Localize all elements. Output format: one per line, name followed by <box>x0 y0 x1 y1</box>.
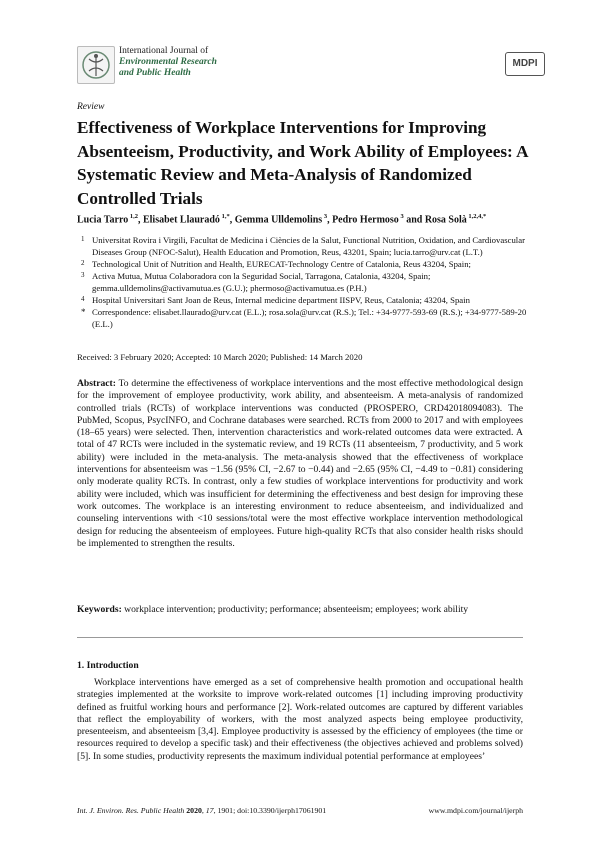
abstract-label: Abstract: <box>77 378 116 389</box>
abstract-text: To determine the effectiveness of workplace interventions and the most effective methodological design for the improvement of employee productivity, work ability, and absenteeism. A meta-analysis of randomized controlled trials (RCTs) of workplace interventions was conducted (PROSPERO, CRD42018094083). The PubMed, Scopus, PsycINFO, and Cochrane databases were searched. RCTs from 2000 to 2017 and with employees (18–65 years) were selected. Then, intervention characteristics and work-related outcomes data were extracted. A total of 47 RCTs were included in the systematic review, and 19 RCTs (11 absenteeism, 7 productivity, and 5 work ability) were included in the meta-analysis. The meta-analysis showed that the effectiveness of workplace interventions for absenteeism was −1.56 (95% CI, −2.67 to −0.44) and −2.65 (95% CI, −4.49 to −0.81) considering only moderate quality RCTs. In contrast, only a few studies of workplace interventions for productivity and work ability were included, which was insufficient for determining the effectiveness and best design for improving these work outcomes. The workplace is an interesting environment to reduce absenteeism, and individualized and counseling interventions with <10 sessions/total were the most effective workplace intervention methodological design for reducing the absenteeism of employees. Future high-quality RCTs that also consider health risks should be implemented to strengthen the results. <box>77 378 523 549</box>
affiliation-item <box>77 306 547 330</box>
author-list: Lucia Tarro $^{1,2}$, Elisabet Llauradó $^{1,*}$, Gemma Ulldemolins $^3$, Pedro Hermoso $^3$ and Rosa Solà $^{1,2,4,*}$ <box>77 213 487 226</box>
author-affiliation-marker: 1,* <box>219 213 230 220</box>
affiliation-list <box>77 234 547 330</box>
abstract <box>77 378 523 550</box>
section-heading: 1. Introduction <box>77 660 139 671</box>
author-affiliation-marker: 1,2 <box>128 213 138 220</box>
author-name[interactable]: Elisabet Llauradó <box>142 214 220 226</box>
footer-citation: Int. J. Environ. Res. Public Health 2020, 17, 1901; doi:10.3390/ijerph17061901 <box>77 806 327 815</box>
affiliation-item <box>77 258 547 270</box>
journal-header <box>77 44 547 88</box>
affiliation-number: 2 <box>81 259 85 267</box>
footer-journal-url[interactable]: www.mdpi.com/journal/ijerph <box>428 806 523 815</box>
journal-name[interactable]: International Journal of Environmental Research and Public Health <box>119 46 217 78</box>
introduction-paragraph: Workplace interventions have emerged as a set of comprehensive health promotion and occupational health strategies implemented at the worksite to improve work-related outcomes [1] including improving productivity defined as fruitful working hours and performance [2]. Work-related outcomes are captured by different variables that reflect the employability of workers, with the most analyzed aspects being employee productivity, presenteeism, and absenteeism [3,4]. Employee productivity is assessed by the efficiency of employees (the time or resources required to develop a specific task) and their effectiveness (the objectives achieved and problems solved) [5]. In some studies, productivity represents the maximum individual potential performance at employees’ <box>77 677 523 762</box>
author-affiliation-marker: 3 <box>398 213 404 220</box>
publication-dates: Received: 3 February 2020; Accepted: 10 March 2020; Published: 14 March 2020 <box>77 352 363 362</box>
article-title: Effectiveness of Workplace Interventions for Improving Absenteeism, Productivity, and Work Ability of Employees: A Systematic Review and Meta-Analysis of Randomized Controlled Trials <box>77 118 528 208</box>
keywords-text: workplace intervention; productivity; performance; absenteeism; employees; work ability <box>121 604 469 615</box>
affiliation-text: Universitat Rovira i Virgili, Facultat de Medicina i Ciències de la Salut, Functional Nutrition, Oxidation, and Cardiovascular Diseases Group (NFOC-Salut), Health Education and Promotion, Reus, 43201, Spain; lucia.tarro@urv.cat (L.T.) <box>92 235 525 257</box>
affiliation-text: Correspondence: elisabet.llaurado@urv.cat (E.L.); rosa.sola@urv.cat (R.S.); Tel.: +34-9777-593-69 (R.S.); +34-9777-589-20 (E.L.) <box>92 307 527 329</box>
affiliation-number: * <box>81 307 86 317</box>
keywords-label: Keywords: <box>77 604 122 615</box>
footer-year: 2020 <box>186 806 202 815</box>
author-name[interactable]: Gemma Ulldemolins <box>234 214 323 226</box>
publisher-logo[interactable]: MDPI <box>505 52 545 76</box>
affiliation-item <box>77 270 547 294</box>
affiliation-text: Hospital Universitari Sant Joan de Reus, Internal medicine department IISPV, Reus, Catalonia; 43204, Spain <box>92 295 470 305</box>
author-name[interactable]: Lucia Tarro <box>77 214 129 226</box>
affiliation-text: Activa Mutua, Mutua Colaboradora con la Seguridad Social, Tarragona, Catalonia, 43204, Spain; gemma.ulldemolins@activamutua.es (G.U.); phermoso@activamutua.es (P.H.) <box>92 271 431 293</box>
footer-pages-doi: , 1901; doi:10.3390/ijerph17061901 <box>213 806 327 815</box>
affiliation-number: 3 <box>81 271 85 279</box>
affiliation-item <box>77 234 547 258</box>
affiliation-number: 4 <box>81 295 85 303</box>
article-type: Review <box>77 102 105 112</box>
keywords <box>77 604 523 615</box>
footer-volume: 17 <box>205 806 214 815</box>
affiliation-number: 1 <box>81 235 85 243</box>
author-affiliation-marker: 1,2,4,* <box>466 213 487 220</box>
author-name[interactable]: Rosa Solà <box>424 214 467 226</box>
affiliation-text: Technological Unit of Nutrition and Health, EURECAT-Technology Centre of Catalonia, Reus 43204, Spain; <box>92 259 471 269</box>
author-name[interactable]: Pedro Hermoso <box>332 214 399 226</box>
section-divider <box>77 637 523 638</box>
journal-logo-icon <box>77 46 115 84</box>
footer-journal-abbrev: Int. J. Environ. Res. Public Health <box>77 806 185 815</box>
affiliation-item <box>77 294 547 306</box>
author-affiliation-marker: 3 <box>322 213 328 220</box>
